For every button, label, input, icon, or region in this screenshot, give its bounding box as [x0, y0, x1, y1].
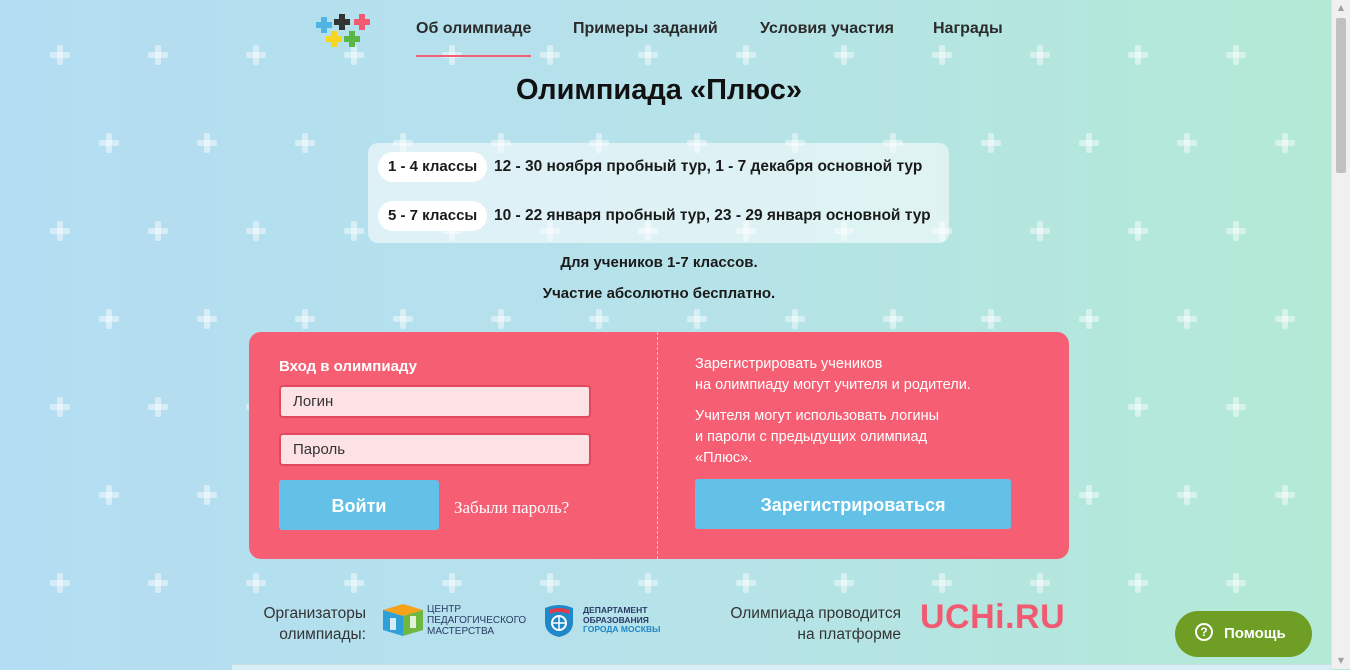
bottom-bar — [232, 664, 1332, 670]
pattern-plus-icon — [344, 573, 364, 593]
plus-logo-icon — [344, 31, 360, 47]
pattern-plus-icon — [491, 309, 511, 329]
question-icon: ? — [1195, 623, 1213, 641]
pattern-plus-icon — [148, 221, 168, 241]
grade-badge: 1 - 4 классы — [378, 152, 487, 182]
plus-logo-icon — [354, 14, 370, 30]
platform-label — [700, 603, 901, 645]
pattern-plus-icon — [638, 45, 658, 65]
department-logo-text-line: ГОРОДА МОСКВЫ — [583, 624, 661, 634]
nav-item-conditions[interactable]: Условия участия — [760, 20, 895, 37]
schedule-box — [368, 143, 949, 243]
site-logo[interactable] — [316, 14, 378, 48]
pattern-plus-icon — [981, 133, 1001, 153]
pattern-plus-icon — [50, 573, 70, 593]
pattern-plus-icon — [344, 45, 364, 65]
login-input[interactable] — [279, 385, 591, 418]
pattern-plus-icon — [148, 45, 168, 65]
pattern-plus-icon — [1079, 485, 1099, 505]
pattern-plus-icon — [197, 485, 217, 505]
scroll-thumb[interactable] — [1336, 18, 1346, 173]
schedule-period: 12 - 30 ноября пробный тур, 1 - 7 декабря основной тур — [494, 158, 923, 175]
nav-item-about[interactable]: Об олимпиаде — [416, 20, 532, 37]
pattern-plus-icon — [1226, 573, 1246, 593]
cpm-logo-icon[interactable] — [381, 602, 425, 638]
pattern-plus-icon — [393, 309, 413, 329]
platform-label-line: на платформе — [797, 626, 901, 643]
grade-badge: 5 - 7 классы — [378, 201, 487, 231]
nav-item-examples[interactable]: Примеры заданий — [573, 20, 718, 37]
pattern-plus-icon — [834, 45, 854, 65]
pattern-plus-icon — [1128, 45, 1148, 65]
pattern-plus-icon — [99, 133, 119, 153]
help-label: Помощь — [1224, 625, 1286, 642]
pattern-plus-icon — [246, 221, 266, 241]
platform-label-line: Олимпиада проводится — [730, 605, 901, 622]
department-logo-text-line: ДЕПАРТАМЕНТ — [583, 605, 648, 615]
pattern-plus-icon — [295, 309, 315, 329]
register-info-line: Зарегистрировать учеников — [695, 356, 883, 372]
uchi-logo[interactable]: UCHi.RU — [920, 598, 1066, 636]
pattern-plus-icon — [540, 573, 560, 593]
cpm-logo-text-line: ПЕДАГОГИЧЕСКОГО — [427, 615, 527, 626]
login-title: Вход в олимпиаду — [279, 358, 417, 375]
register-button[interactable]: Зарегистрироваться — [695, 479, 1011, 529]
department-logo-icon[interactable] — [541, 602, 577, 638]
pattern-plus-icon — [981, 309, 1001, 329]
pattern-plus-icon — [736, 45, 756, 65]
pattern-plus-icon — [1079, 133, 1099, 153]
pattern-plus-icon — [1030, 45, 1050, 65]
pattern-plus-icon — [344, 221, 364, 241]
plus-logo-icon — [326, 31, 342, 47]
pattern-plus-icon — [1177, 309, 1197, 329]
scroll-up-icon[interactable]: ▲ — [1337, 3, 1345, 12]
help-button[interactable] — [1175, 611, 1312, 657]
pattern-plus-icon — [687, 309, 707, 329]
pattern-plus-icon — [442, 573, 462, 593]
pattern-plus-icon — [50, 397, 70, 417]
pattern-plus-icon — [197, 133, 217, 153]
pattern-plus-icon — [1177, 133, 1197, 153]
pattern-plus-icon — [883, 309, 903, 329]
pattern-plus-icon — [1128, 397, 1148, 417]
pattern-plus-icon — [785, 309, 805, 329]
pattern-plus-icon — [540, 45, 560, 65]
pattern-plus-icon — [1079, 309, 1099, 329]
audience-note: Для учеников 1-7 классов. — [560, 254, 758, 271]
pattern-plus-icon — [50, 221, 70, 241]
pattern-plus-icon — [99, 309, 119, 329]
password-input[interactable] — [279, 433, 591, 466]
cpm-logo-text-line: МАСТЕРСТВА — [427, 626, 495, 637]
pattern-plus-icon — [932, 45, 952, 65]
scroll-down-icon[interactable]: ▼ — [1337, 656, 1345, 665]
schedule-period: 10 - 22 января пробный тур, 23 - 29 января основной тур — [494, 207, 931, 224]
department-logo-text — [583, 606, 660, 635]
plus-logo-icon — [334, 14, 350, 30]
cpm-logo-text — [427, 604, 526, 637]
pattern-plus-icon — [148, 573, 168, 593]
pattern-plus-icon — [1128, 573, 1148, 593]
login-button[interactable]: Войти — [279, 480, 439, 530]
pattern-plus-icon — [1226, 45, 1246, 65]
pattern-plus-icon — [1030, 573, 1050, 593]
pattern-plus-icon — [50, 45, 70, 65]
pattern-plus-icon — [638, 573, 658, 593]
pattern-plus-icon — [1226, 397, 1246, 417]
pattern-plus-icon — [148, 397, 168, 417]
pattern-plus-icon — [1275, 309, 1295, 329]
free-note: Участие абсолютно бесплатно. — [542, 285, 776, 302]
pattern-plus-icon — [1275, 133, 1295, 153]
pattern-plus-icon — [1030, 221, 1050, 241]
forgot-password-link[interactable]: Забыли пароль? — [454, 498, 570, 517]
register-info-line: на олимпиаду могут учителя и родители. — [695, 377, 971, 393]
scrollbar[interactable] — [1331, 0, 1350, 669]
department-logo-text-line: ОБРАЗОВАНИЯ — [583, 614, 649, 625]
pattern-plus-icon — [197, 309, 217, 329]
organizers-label — [248, 603, 366, 645]
teacher-info-line: и пароли с предыдущих олимпиад — [695, 429, 928, 445]
teacher-info-line: «Плюс». — [695, 450, 753, 466]
pattern-plus-icon — [1226, 221, 1246, 241]
pattern-plus-icon — [932, 573, 952, 593]
pattern-plus-icon — [736, 573, 756, 593]
organizers-label-line: Организаторы — [263, 605, 366, 622]
pattern-plus-icon — [99, 485, 119, 505]
pattern-plus-icon — [1128, 221, 1148, 241]
cpm-logo-text-line: ЦЕНТР — [427, 604, 462, 615]
pattern-plus-icon — [246, 45, 266, 65]
pattern-plus-icon — [834, 573, 854, 593]
teacher-info — [695, 406, 939, 469]
teacher-info-line: Учителя могут использовать логины — [695, 408, 940, 424]
pattern-plus-icon — [1275, 485, 1295, 505]
nav-item-awards[interactable]: Награды — [933, 20, 1003, 37]
pattern-plus-icon — [295, 133, 315, 153]
organizers-label-line: олимпиады: — [279, 626, 366, 643]
pattern-plus-icon — [589, 309, 609, 329]
page-title: Олимпиада «Плюс» — [516, 74, 802, 106]
login-register-panel — [249, 332, 1069, 559]
register-info — [695, 354, 971, 396]
pattern-plus-icon — [1177, 485, 1197, 505]
panel-divider — [657, 332, 658, 559]
pattern-plus-icon — [246, 573, 266, 593]
